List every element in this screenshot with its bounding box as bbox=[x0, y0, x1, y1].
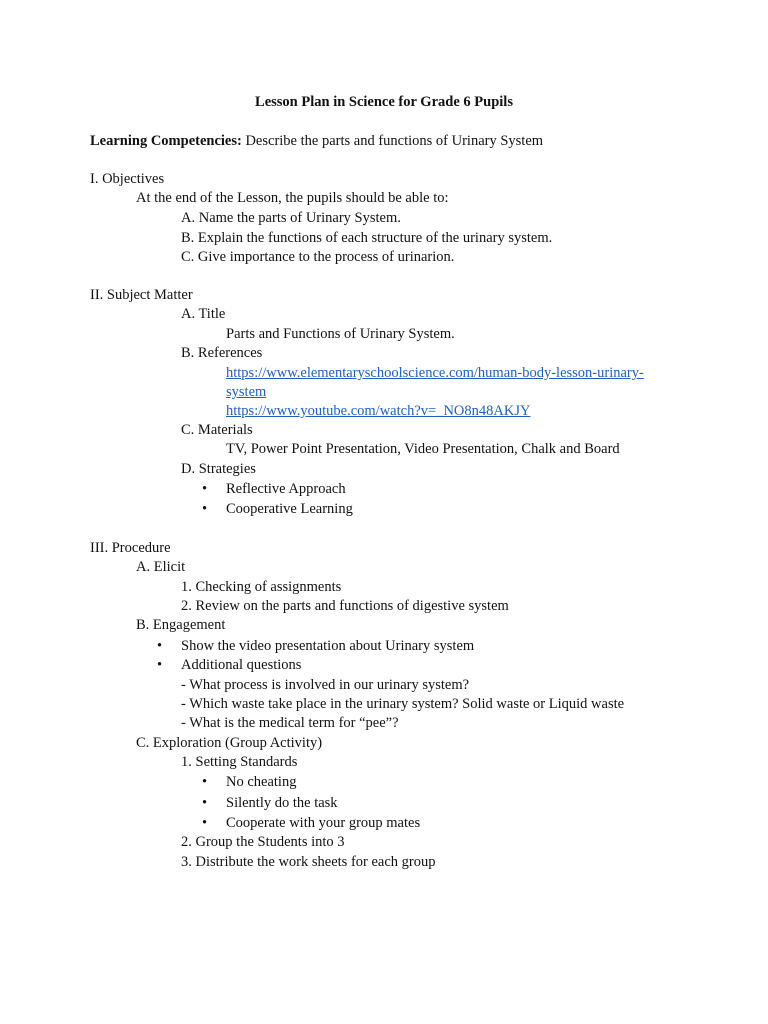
learning-competencies bbox=[90, 132, 543, 150]
objective-item: C. Give importance to the process of urinarion. bbox=[181, 249, 455, 265]
references-label: B. References bbox=[181, 345, 263, 361]
subject-matter-heading: II. Subject Matter bbox=[90, 287, 193, 303]
distribute-worksheets: 3. Distribute the work sheets for each group bbox=[181, 854, 436, 870]
materials-value: TV, Power Point Presentation, Video Presentation, Chalk and Board bbox=[226, 441, 620, 457]
engagement-label: B. Engagement bbox=[136, 617, 226, 633]
reference-link-youtube[interactable]: https://www.youtube.com/watch?v=_NO8n48AKJY bbox=[226, 403, 531, 419]
standard-bullet: • Silently do the task bbox=[226, 794, 338, 812]
reference-link-line-2[interactable]: system bbox=[226, 384, 267, 400]
setting-standards: 1. Setting Standards bbox=[181, 754, 298, 770]
materials-label: C. Materials bbox=[181, 422, 253, 438]
standard-bullet: • Cooperate with your group mates bbox=[226, 814, 420, 832]
question-item: - What is the medical term for “pee”? bbox=[181, 715, 399, 731]
elicit-item: 2. Review on the parts and functions of digestive system bbox=[181, 598, 509, 614]
title-label: A. Title bbox=[181, 306, 226, 322]
objective-item: B. Explain the functions of each structure of the urinary system. bbox=[181, 230, 553, 246]
engagement-bullet: • Show the video presentation about Urinary system bbox=[181, 637, 474, 655]
competencies-text: Describe the parts and functions of Urinary System bbox=[241, 133, 544, 149]
question-item: - Which waste take place in the urinary system? Solid waste or Liquid waste bbox=[181, 696, 625, 712]
objectives-heading: I. Objectives bbox=[90, 171, 165, 187]
competencies-label: Learning Competencies: bbox=[90, 133, 242, 149]
question-item: - What process is involved in our urinary system? bbox=[181, 677, 470, 693]
strategy-bullet: • Cooperative Learning bbox=[226, 500, 353, 518]
title-value: Parts and Functions of Urinary System. bbox=[226, 326, 455, 342]
strategy-bullet: • Reflective Approach bbox=[226, 480, 346, 498]
group-students: 2. Group the Students into 3 bbox=[181, 834, 345, 850]
objectives-intro: At the end of the Lesson, the pupils should be able to: bbox=[136, 190, 449, 206]
exploration-label: C. Exploration (Group Activity) bbox=[136, 735, 323, 751]
reference-link-line-1[interactable]: https://www.elementaryschoolscience.com/human-body-lesson-urinary- bbox=[226, 365, 644, 381]
objective-item: A. Name the parts of Urinary System. bbox=[181, 210, 401, 226]
document-title: Lesson Plan in Science for Grade 6 Pupils bbox=[255, 94, 513, 110]
elicit-label: A. Elicit bbox=[136, 559, 186, 575]
strategies-label: D. Strategies bbox=[181, 461, 256, 477]
engagement-bullet: • Additional questions bbox=[181, 656, 301, 674]
elicit-item: 1. Checking of assignments bbox=[181, 579, 342, 595]
standard-bullet: • No cheating bbox=[226, 773, 296, 791]
procedure-heading: III. Procedure bbox=[90, 540, 171, 556]
